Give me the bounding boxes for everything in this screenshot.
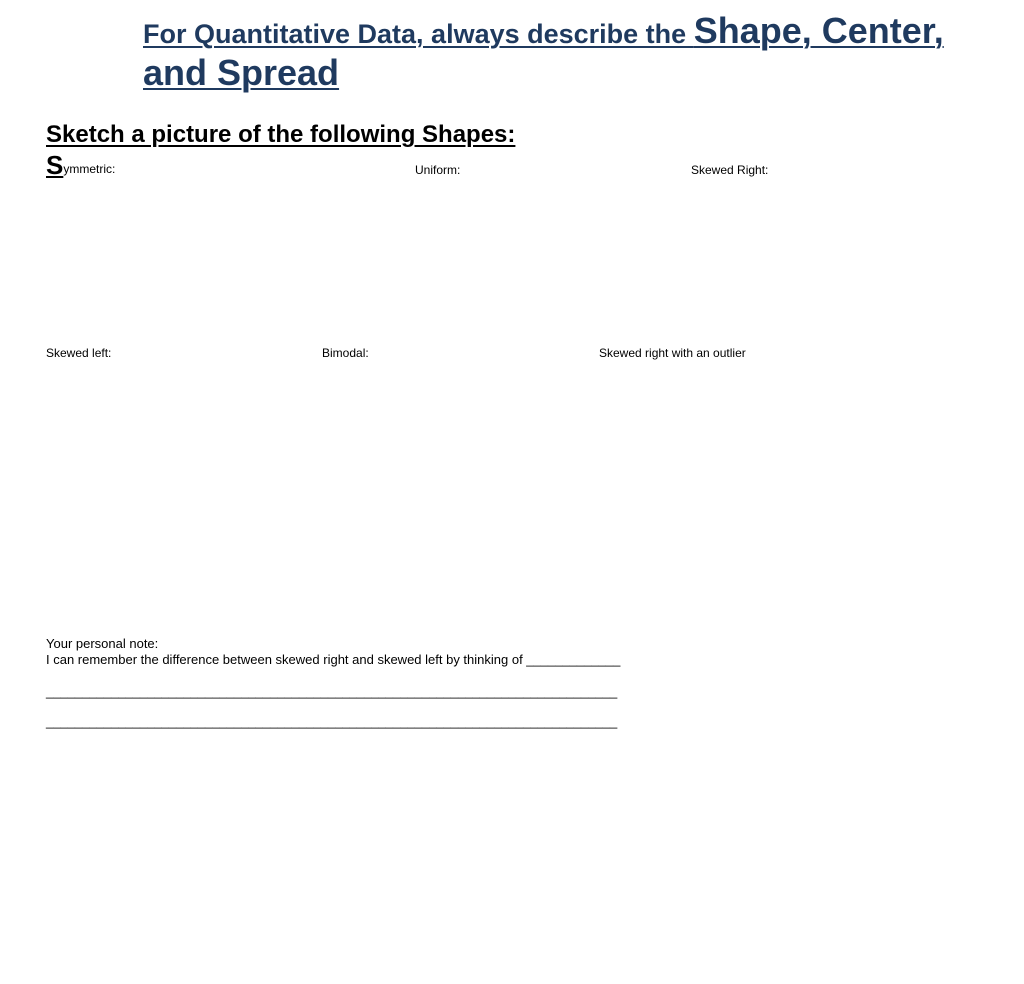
symmetric-label <box>46 150 115 181</box>
symmetric-label-text: ymmetric: <box>63 162 116 176</box>
page-title-line-2: and Spread <box>143 52 340 93</box>
personal-note-heading: Your personal note: <box>46 636 159 651</box>
bimodal-label: Bimodal: <box>322 346 369 360</box>
answer-line-2[interactable]: _______________________________________________________________________________ <box>46 714 618 729</box>
skewed-left-label: Skewed left: <box>46 346 112 360</box>
symmetric-sketch-area[interactable] <box>46 182 386 332</box>
skewed-right-outlier-label: Skewed right with an outlier <box>599 346 746 360</box>
symmetric-initial-letter: S <box>46 150 64 180</box>
skewed-right-outlier-sketch-area[interactable] <box>599 366 979 616</box>
skewed-right-sketch-area[interactable] <box>691 182 981 332</box>
uniform-sketch-area[interactable] <box>415 182 665 332</box>
answer-line-1[interactable]: _______________________________________________________________________________ <box>46 684 618 699</box>
skewed-right-label: Skewed Right: <box>691 163 769 177</box>
uniform-label: Uniform: <box>415 163 461 177</box>
bimodal-sketch-area[interactable] <box>322 366 572 616</box>
page-title-line-1 <box>143 10 944 52</box>
title-intro-text: For Quantitative Data, always describe the <box>143 19 694 49</box>
personal-note-prompt: I can remember the difference between skewed right and skewed left by thinking of _____________ <box>46 652 621 667</box>
title-emphasis-text: Shape, Center, <box>693 10 944 51</box>
sketch-section-heading: Sketch a picture of the following Shapes: <box>46 121 516 148</box>
skewed-left-sketch-area[interactable] <box>46 366 296 616</box>
